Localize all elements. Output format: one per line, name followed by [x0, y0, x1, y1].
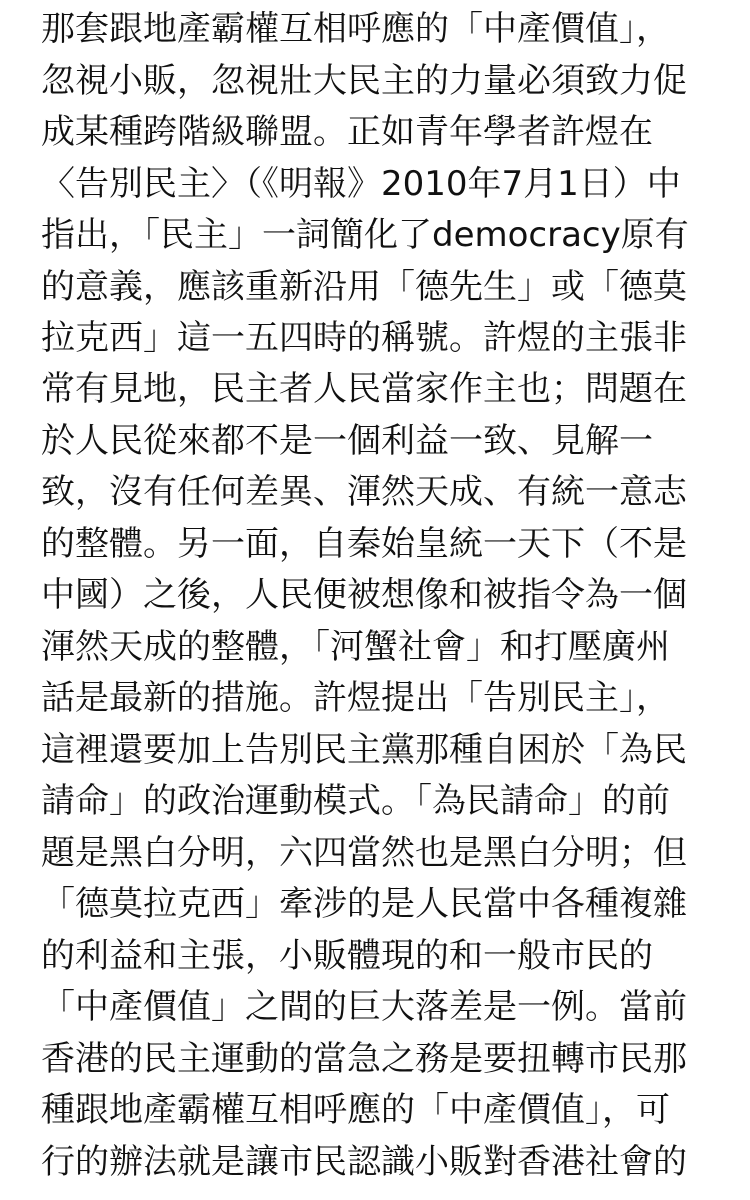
text-line: 拉克西」這一五四時的稱號。許煜的主張非: [41, 318, 687, 358]
text-line: 題是黑白分明，六四當然也是黑白分明；但: [41, 833, 687, 873]
text-line: 〈告別民主〉（《明報》2010年7月1日）中: [41, 164, 681, 204]
text-line: 話是最新的措施。許煜提出「告別民主」，: [41, 678, 670, 718]
text-line: 香港的民主運動的當急之務是要扭轉市民那: [41, 1039, 687, 1079]
text-line: 忽視小販，忽視壯大民主的力量必須致力促: [41, 61, 687, 101]
text-line: 常有見地，民主者人民當家作主也；問題在: [41, 369, 687, 409]
text-line: 的利益和主張，小販體現的和一般市民的: [41, 936, 653, 976]
text-line: 「德莫拉克西」牽涉的是人民當中各種複雜: [41, 884, 687, 924]
text-line: 那套跟地產霸權互相呼應的「中產價值」，: [41, 9, 670, 49]
text-line: 中國）之後，人民便被想像和被指令為一個: [41, 575, 687, 615]
text-line: 請命」的政治運動模式。「為民請命」的前: [41, 781, 670, 821]
text-line: 的意義，應該重新沿用「德先生」或「德莫: [41, 267, 687, 307]
text-line: 「中產價值」之間的巨大落差是一例。當前: [41, 987, 687, 1027]
text-line: 成某種跨階級聯盟。正如青年學者許煜在: [41, 112, 653, 152]
text-line: 的整體。另一面，自秦始皇統一天下（不是: [41, 524, 687, 564]
text-line: 於人民從來都不是一個利益一致、見解一: [41, 421, 653, 461]
text-line: 行的辦法就是讓市民認識小販對香港社會的: [41, 1142, 687, 1182]
text-line: 種跟地產霸權互相呼應的「中產價值」，可: [41, 1090, 670, 1130]
text-line: 這裡還要加上告別民主黨那種自困於「為民: [41, 730, 687, 770]
text-line: 致，沒有任何差異、渾然天成、有統一意志: [41, 472, 687, 512]
text-line: 渾然天成的整體，「河蟹社會」和打壓廣州: [41, 627, 670, 667]
text-line: 指出，「民主」一詞簡化了democracy原有: [41, 215, 689, 255]
